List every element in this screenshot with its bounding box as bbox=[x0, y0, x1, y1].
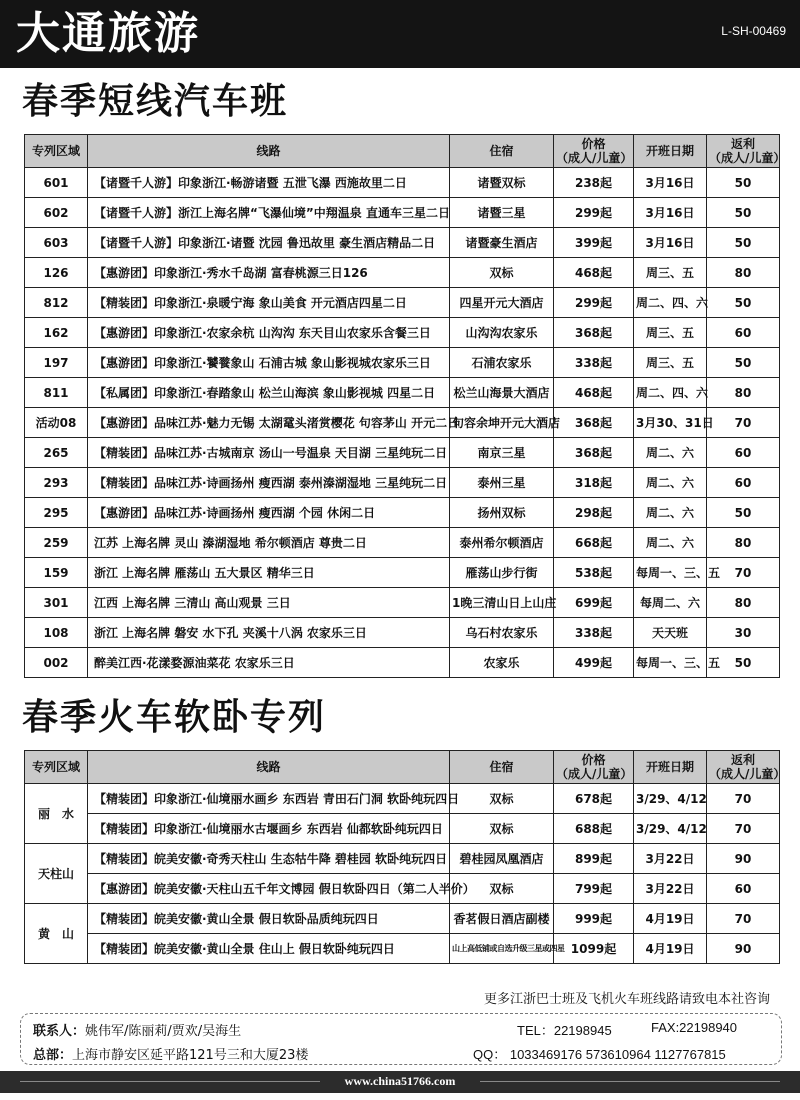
row-route: 【诸暨千人游】浙江上海名牌“飞瀑仙境”中翔温泉 直通车三星二日 bbox=[88, 198, 450, 228]
footer-note: 更多江浙巴士班及飞机火车班线路请致电本社咨询 bbox=[483, 992, 770, 1007]
table-row bbox=[25, 618, 780, 648]
row-price: 368起 bbox=[554, 318, 634, 348]
row-route: 【精装团】皖美安徽·黄山全景 假日软卧品质纯玩四日 bbox=[88, 904, 450, 934]
table-row bbox=[25, 228, 780, 258]
row-date: 4月19日 bbox=[634, 904, 707, 934]
header-date: 开班日期 bbox=[634, 751, 707, 784]
table-header-row bbox=[25, 751, 780, 784]
bus-section-title: 春季短线汽车班 bbox=[22, 81, 289, 122]
row-stay: 泰州希尔顿酒店 bbox=[450, 528, 554, 558]
website-url[interactable]: www.china51766.com bbox=[344, 1074, 456, 1088]
row-price: 399起 bbox=[554, 228, 634, 258]
table-row bbox=[25, 528, 780, 558]
row-rebate: 70 bbox=[707, 558, 780, 588]
row-code: 812 bbox=[25, 288, 88, 318]
row-region: 黄 山 bbox=[25, 904, 88, 964]
table-row bbox=[25, 588, 780, 618]
tel-number: TEL：22198945 bbox=[517, 1023, 612, 1038]
table-row bbox=[25, 558, 780, 588]
bus-schedule-table bbox=[24, 134, 786, 678]
row-stay: 诸暨豪生酒店 bbox=[450, 228, 554, 258]
header-rebate: 返利 （成人/儿童） bbox=[707, 135, 780, 168]
row-date: 周二、六 bbox=[634, 438, 707, 468]
row-rebate: 50 bbox=[707, 348, 780, 378]
header-price: 价格 （成人/儿童） bbox=[554, 751, 634, 784]
table-row bbox=[25, 498, 780, 528]
row-date: 3月16日 bbox=[634, 168, 707, 198]
row-route: 【精装团】品味江苏·古城南京 汤山一号温泉 天目湖 三星纯玩二日 bbox=[88, 438, 450, 468]
row-route: 【惠游团】印象浙江·农家余杭 山沟沟 东天目山农家乐含餐三日 bbox=[88, 318, 450, 348]
row-price: 899起 bbox=[554, 844, 634, 874]
row-rebate: 70 bbox=[707, 904, 780, 934]
row-rebate: 50 bbox=[707, 288, 780, 318]
row-stay: 碧桂园凤凰酒店 bbox=[450, 844, 554, 874]
row-date: 3/29、4/12 bbox=[634, 814, 707, 844]
row-date: 3月30、31日 bbox=[634, 408, 707, 438]
row-route: 【惠游团】品味江苏·魅力无锡 太湖鼋头渚赏樱花 句容茅山 开元二日 bbox=[88, 408, 450, 438]
row-rebate: 80 bbox=[707, 528, 780, 558]
row-route: 【惠游团】品味江苏·诗画扬州 瘦西湖 个园 休闲二日 bbox=[88, 498, 450, 528]
row-price: 299起 bbox=[554, 198, 634, 228]
row-region: 丽 水 bbox=[25, 784, 88, 844]
row-route: 【精装团】印象浙江·泉暖宁海 象山美食 开元酒店四星二日 bbox=[88, 288, 450, 318]
table-row bbox=[25, 408, 780, 438]
row-price: 688起 bbox=[554, 814, 634, 844]
row-rebate: 70 bbox=[707, 784, 780, 814]
row-price: 799起 bbox=[554, 874, 634, 904]
row-rebate: 30 bbox=[707, 618, 780, 648]
address-row bbox=[33, 1044, 308, 1063]
row-code: 159 bbox=[25, 558, 88, 588]
row-price: 338起 bbox=[554, 348, 634, 378]
row-rebate: 50 bbox=[707, 228, 780, 258]
row-date: 每周一、三、五 bbox=[634, 558, 707, 588]
row-price: 298起 bbox=[554, 498, 634, 528]
train-table-body bbox=[25, 784, 780, 964]
row-date: 周二、六 bbox=[634, 528, 707, 558]
row-price: 299起 bbox=[554, 288, 634, 318]
row-price: 538起 bbox=[554, 558, 634, 588]
row-date: 周三、五 bbox=[634, 318, 707, 348]
row-rebate: 70 bbox=[707, 408, 780, 438]
row-route: 【私属团】印象浙江·春踏象山 松兰山海滨 象山影视城 四星二日 bbox=[88, 378, 450, 408]
row-route: 【惠游团】印象浙江·饕餮象山 石浦古城 象山影视城农家乐三日 bbox=[88, 348, 450, 378]
table-row bbox=[25, 258, 780, 288]
row-route: 江苏 上海名牌 灵山 溱湖湿地 希尔顿酒店 尊贵二日 bbox=[88, 528, 450, 558]
table-row bbox=[25, 348, 780, 378]
row-code: 265 bbox=[25, 438, 88, 468]
row-price: 368起 bbox=[554, 408, 634, 438]
row-rebate: 60 bbox=[707, 438, 780, 468]
row-date: 3月22日 bbox=[634, 874, 707, 904]
row-code: 293 bbox=[25, 468, 88, 498]
row-code: 126 bbox=[25, 258, 88, 288]
fax-number: FAX:22198940 bbox=[651, 1020, 738, 1035]
row-route: 【精装团】印象浙江·仙境丽水画乡 东西岩 青田石门洞 软卧纯玩四日 bbox=[88, 784, 450, 814]
row-stay: 双标 bbox=[450, 784, 554, 814]
row-date: 周三、五 bbox=[634, 348, 707, 378]
header-stay: 住宿 bbox=[450, 751, 554, 784]
row-stay: 句容余坤开元大酒店 bbox=[450, 408, 554, 438]
row-stay: 扬州双标 bbox=[450, 498, 554, 528]
row-rebate: 50 bbox=[707, 498, 780, 528]
row-date: 天天班 bbox=[634, 618, 707, 648]
qq-numbers: QQ： 1033469176 573610964 1127767815 bbox=[473, 1047, 726, 1062]
row-code: 197 bbox=[25, 348, 88, 378]
row-code: 108 bbox=[25, 618, 88, 648]
row-stay: 诸暨三星 bbox=[450, 198, 554, 228]
row-price: 368起 bbox=[554, 438, 634, 468]
row-stay: 山上高低铺或自选升级三星或四星 bbox=[450, 934, 554, 964]
row-code: 259 bbox=[25, 528, 88, 558]
row-rebate: 80 bbox=[707, 378, 780, 408]
row-code: 295 bbox=[25, 498, 88, 528]
row-rebate: 50 bbox=[707, 198, 780, 228]
row-code: 602 bbox=[25, 198, 88, 228]
row-stay: 诸暨双标 bbox=[450, 168, 554, 198]
contact-row bbox=[33, 1020, 241, 1039]
table-header-row bbox=[25, 135, 780, 168]
row-rebate: 90 bbox=[707, 844, 780, 874]
header-price: 价格 （成人/儿童） bbox=[554, 135, 634, 168]
row-route: 【精装团】皖美安徽·奇秀天柱山 生态牯牛降 碧桂园 软卧纯玩四日 bbox=[88, 844, 450, 874]
row-stay: 泰州三星 bbox=[450, 468, 554, 498]
row-code: 603 bbox=[25, 228, 88, 258]
row-stay: 四星开元大酒店 bbox=[450, 288, 554, 318]
row-route: 【诸暨千人游】印象浙江·畅游诸暨 五泄飞瀑 西施故里二日 bbox=[88, 168, 450, 198]
row-route: 【精装团】品味江苏·诗画扬州 瘦西湖 泰州溱湖湿地 三星纯玩二日 bbox=[88, 468, 450, 498]
address-label: 总部： bbox=[33, 1048, 73, 1063]
row-route: 醉美江西·花漾婺源油菜花 农家乐三日 bbox=[88, 648, 450, 678]
row-stay: 南京三星 bbox=[450, 438, 554, 468]
row-price: 668起 bbox=[554, 528, 634, 558]
row-date: 周三、五 bbox=[634, 258, 707, 288]
row-rebate: 50 bbox=[707, 168, 780, 198]
row-price: 699起 bbox=[554, 588, 634, 618]
row-date: 周二、四、六 bbox=[634, 288, 707, 318]
row-date: 3月22日 bbox=[634, 844, 707, 874]
row-stay: 石浦农家乐 bbox=[450, 348, 554, 378]
row-price: 499起 bbox=[554, 648, 634, 678]
row-rebate: 70 bbox=[707, 814, 780, 844]
row-route: 浙江 上海名牌 雁荡山 五大景区 精华三日 bbox=[88, 558, 450, 588]
row-route: 【惠游团】印象浙江·秀水千岛湖 富春桃源三日126 bbox=[88, 258, 450, 288]
row-date: 每周一、三、五 bbox=[634, 648, 707, 678]
table-row bbox=[25, 318, 780, 348]
train-schedule-table bbox=[24, 750, 786, 964]
row-date: 周二、六 bbox=[634, 498, 707, 528]
row-price: 1099起 bbox=[554, 934, 634, 964]
table-row bbox=[25, 198, 780, 228]
row-date: 3月16日 bbox=[634, 228, 707, 258]
row-price: 468起 bbox=[554, 378, 634, 408]
table-row bbox=[25, 934, 780, 964]
row-date: 周二、四、六 bbox=[634, 378, 707, 408]
header-date: 开班日期 bbox=[634, 135, 707, 168]
row-rebate: 60 bbox=[707, 874, 780, 904]
row-code: 002 bbox=[25, 648, 88, 678]
row-price: 238起 bbox=[554, 168, 634, 198]
bus-table-body bbox=[25, 168, 780, 678]
table-row bbox=[25, 438, 780, 468]
table-row bbox=[25, 814, 780, 844]
table-row bbox=[25, 648, 780, 678]
row-rebate: 90 bbox=[707, 934, 780, 964]
row-stay: 山沟沟农家乐 bbox=[450, 318, 554, 348]
row-price: 999起 bbox=[554, 904, 634, 934]
row-price: 338起 bbox=[554, 618, 634, 648]
header-region: 专列区域 bbox=[25, 751, 88, 784]
contact-box bbox=[20, 1013, 782, 1065]
table-row bbox=[25, 784, 780, 814]
row-stay: 双标 bbox=[450, 814, 554, 844]
row-stay: 双标 bbox=[450, 874, 554, 904]
header-region: 专列区域 bbox=[25, 135, 88, 168]
contact-names: 姚伟军/陈丽莉/贾欢/吴海生 bbox=[85, 1024, 242, 1039]
row-code: 活动08 bbox=[25, 408, 88, 438]
row-rebate: 80 bbox=[707, 588, 780, 618]
row-region: 天柱山 bbox=[25, 844, 88, 904]
brand-logo-text: 大通旅游 bbox=[16, 8, 200, 59]
row-route: 【诸暨千人游】印象浙江·诸暨 沈园 鲁迅故里 豪生酒店精品二日 bbox=[88, 228, 450, 258]
table-row bbox=[25, 378, 780, 408]
row-date: 3/29、4/12 bbox=[634, 784, 707, 814]
row-stay: 双标 bbox=[450, 258, 554, 288]
row-code: 811 bbox=[25, 378, 88, 408]
row-rebate: 80 bbox=[707, 258, 780, 288]
header-bar bbox=[0, 0, 800, 68]
document-code: L-SH-00469 bbox=[721, 24, 786, 38]
row-stay: 1晚三清山日上山庄 bbox=[450, 588, 554, 618]
row-date: 每周二、六 bbox=[634, 588, 707, 618]
table-row bbox=[25, 904, 780, 934]
table-row bbox=[25, 468, 780, 498]
row-route: 【精装团】皖美安徽·黄山全景 住山上 假日软卧纯玩四日 bbox=[88, 934, 450, 964]
bottom-url-bar bbox=[0, 1071, 800, 1093]
row-price: 468起 bbox=[554, 258, 634, 288]
row-code: 162 bbox=[25, 318, 88, 348]
row-rebate: 50 bbox=[707, 648, 780, 678]
header-route: 线路 bbox=[88, 135, 450, 168]
row-stay: 香茗假日酒店副楼 bbox=[450, 904, 554, 934]
row-stay: 乌石村农家乐 bbox=[450, 618, 554, 648]
row-price: 678起 bbox=[554, 784, 634, 814]
row-rebate: 60 bbox=[707, 468, 780, 498]
table-row bbox=[25, 168, 780, 198]
row-price: 318起 bbox=[554, 468, 634, 498]
row-stay: 农家乐 bbox=[450, 648, 554, 678]
header-stay: 住宿 bbox=[450, 135, 554, 168]
row-route: 江西 上海名牌 三清山 高山观景 三日 bbox=[88, 588, 450, 618]
row-rebate: 60 bbox=[707, 318, 780, 348]
row-code: 601 bbox=[25, 168, 88, 198]
address-text: 上海市静安区延平路121号三和大厦23楼 bbox=[72, 1048, 309, 1063]
row-code: 301 bbox=[25, 588, 88, 618]
header-route: 线路 bbox=[88, 751, 450, 784]
row-route: 【精装团】印象浙江·仙境丽水古堰画乡 东西岩 仙都软卧纯玩四日 bbox=[88, 814, 450, 844]
row-stay: 雁荡山步行街 bbox=[450, 558, 554, 588]
table-row bbox=[25, 288, 780, 318]
contact-label: 联系人： bbox=[33, 1024, 86, 1039]
row-route: 浙江 上海名牌 磐安 水下孔 夹溪十八涡 农家乐三日 bbox=[88, 618, 450, 648]
table-row bbox=[25, 844, 780, 874]
row-stay: 松兰山海景大酒店 bbox=[450, 378, 554, 408]
row-date: 3月16日 bbox=[634, 198, 707, 228]
row-date: 周二、六 bbox=[634, 468, 707, 498]
row-date: 4月19日 bbox=[634, 934, 707, 964]
table-row bbox=[25, 874, 780, 904]
train-section-title: 春季火车软卧专列 bbox=[22, 697, 327, 738]
header-rebate: 返利 （成人/儿童） bbox=[707, 751, 780, 784]
row-route: 【惠游团】皖美安徽·天柱山五千年文博园 假日软卧四日（第二人半价） bbox=[88, 874, 450, 904]
